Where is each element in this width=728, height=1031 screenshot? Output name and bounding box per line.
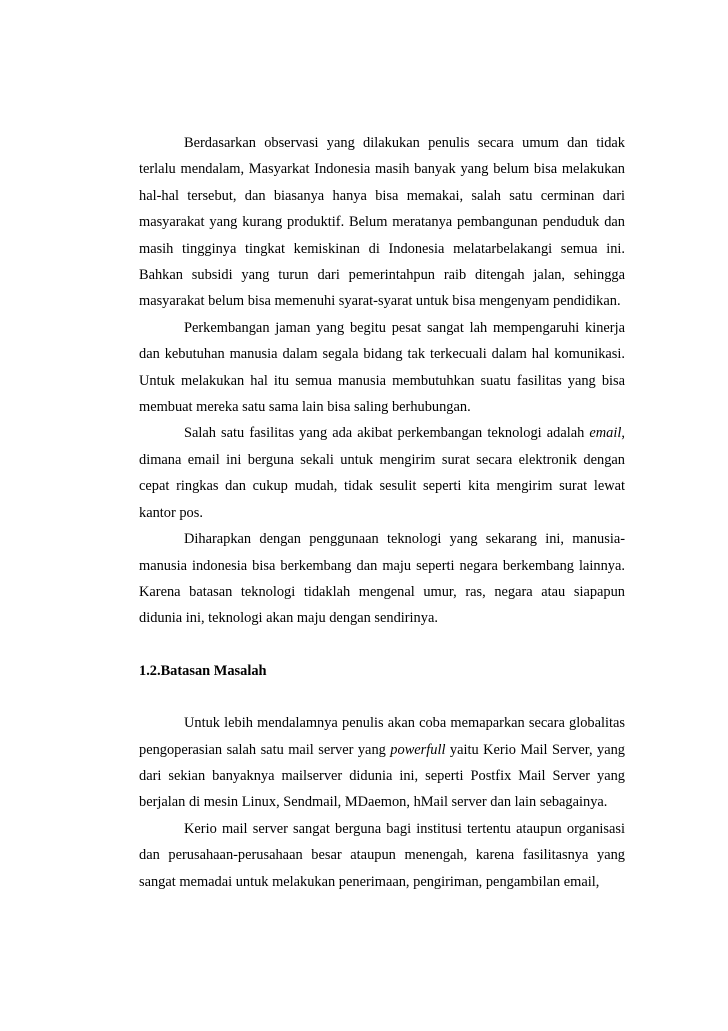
paragraph-observasi: Berdasarkan observasi yang dilakukan penulis secara umum dan tidak terlalu mendalam, Masyarkat Indonesia masih banyak yang belum bisa melakukan hal-hal tersebut, dan biasanya hanya bisa memakai, salah satu cerminan dari masyarakat yang kurang produktif. Belum meratanya pembangunan penduduk dan masih tingginya tingkat kemiskinan di Indonesia melatarbelakangi semua ini. Bahkan subsidi yang turun dari pemerintahpun raib ditengah jalan, sehingga masyarakat belum bisa memenuhi syarat-syarat untuk bisa mengenyam pendidikan. <box>139 135 625 310</box>
paragraph-fasilitas-email <box>139 420 625 526</box>
paragraph-fasilitas-email-part2: , dimana email ini berguna sekali untuk mengirim surat secara elektronik dengan cepat ringkas dan cukup mudah, tidak sesulit seperti kita mengirim surat lewat kantor pos. <box>139 425 625 521</box>
powerfull-italic-term: powerfull <box>390 741 446 758</box>
paragraph-fasilitas-email-part1: Salah satu fasilitas yang ada akibat perkembangan teknologi adalah <box>184 425 590 442</box>
email-italic-term: email <box>589 425 622 442</box>
document-page <box>139 130 625 895</box>
paragraph-kerio-berguna: Kerio mail server sangat berguna bagi institusi tertentu ataupun organisasi dan perusahaan-perusahaan besar ataupun menengah, karena fasilitasnya yang sangat memadai untuk melakukan penerimaan, pengiriman, pengambilan email, <box>139 820 625 890</box>
section-heading-batasan-masalah: 1.2.Batasan Masalah <box>139 662 267 679</box>
paragraph-perkembangan-jaman: Perkembangan jaman yang begitu pesat sangat lah mempengaruhi kinerja dan kebutuhan manusia dalam segala bidang tak terkecuali dalam hal komunikasi. Untuk melakukan hal itu semua manusia membutuhkan suatu fasilitas yang bisa membuat mereka satu sama lain bisa saling berhubungan. <box>139 319 625 416</box>
paragraph-kerio-intro <box>139 710 625 816</box>
paragraph-diharapkan: Diharapkan dengan penggunaan teknologi yang sekarang ini, manusia-manusia indonesia bisa berkembang dan maju seperti negara berkembang lainnya. Karena batasan teknologi tidaklah mengenal umur, ras, negara atau siapapun didunia ini, teknologi akan maju dengan sendirinya. <box>139 531 625 627</box>
paragraph-kerio-intro-part2: yaitu Kerio Mail Server, yang dari sekian banyaknya mailserver didunia ini, seperti Postfix Mail Server yang berjalan di mesin Linux, Sendmail, MDaemon, hMail server dan lain sebagainya. <box>139 741 626 811</box>
paragraph-kerio-intro-part1: Untuk lebih mendalamnya penulis akan coba memaparkan secara globalitas pengoperasian salah satu mail server yang <box>139 715 625 758</box>
